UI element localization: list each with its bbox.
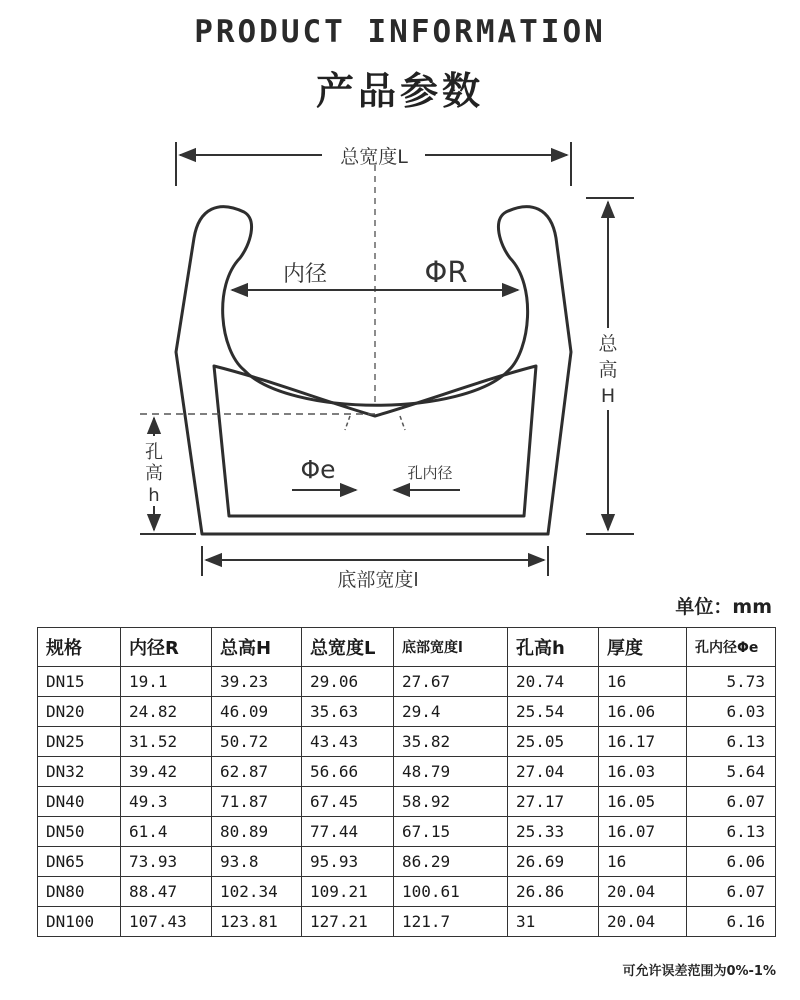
- cell-total-width: 56.66: [302, 757, 394, 787]
- cell-hole-height: 27.17: [508, 787, 599, 817]
- cell-spec: DN80: [38, 877, 121, 907]
- total-height-label-2: 高: [598, 359, 618, 381]
- cell-total-height: 62.87: [212, 757, 302, 787]
- phi-r-label: ΦR: [424, 255, 468, 289]
- title-english: PRODUCT INFORMATION: [194, 14, 606, 50]
- cell-thickness: 16.03: [599, 757, 687, 787]
- cell-hole-height: 25.54: [508, 697, 599, 727]
- inner-diameter-label: 内径: [282, 262, 328, 287]
- cell-hole-inner-diameter: 5.64: [687, 757, 776, 787]
- cell-thickness: 16.17: [599, 727, 687, 757]
- cell-total-width: 35.63: [302, 697, 394, 727]
- table-row: [38, 787, 776, 817]
- table-row: [38, 907, 776, 937]
- total-height-label-3: H: [600, 385, 616, 407]
- cell-bottom-width: 67.15: [394, 817, 508, 847]
- cell-spec: DN32: [38, 757, 121, 787]
- cell-inner-diameter: 31.52: [121, 727, 212, 757]
- cell-spec: DN50: [38, 817, 121, 847]
- table-row: [38, 877, 776, 907]
- table-row: [38, 667, 776, 697]
- cell-bottom-width: 29.4: [394, 697, 508, 727]
- cell-hole-height: 31: [508, 907, 599, 937]
- cell-hole-height: 25.05: [508, 727, 599, 757]
- cell-total-width: 29.06: [302, 667, 394, 697]
- cell-inner-diameter: 19.1: [121, 667, 212, 697]
- cell-thickness: 20.04: [599, 877, 687, 907]
- cell-total-height: 93.8: [212, 847, 302, 877]
- cell-total-height: 46.09: [212, 697, 302, 727]
- cell-hole-height: 20.74: [508, 667, 599, 697]
- cell-thickness: 16.07: [599, 817, 687, 847]
- table-header-row: [38, 628, 776, 667]
- title-chinese: 产品参数: [315, 69, 484, 113]
- table-body: [38, 667, 776, 937]
- cell-spec: DN15: [38, 667, 121, 697]
- bottom-width-label: 底部宽度l: [337, 569, 419, 591]
- header-total-width: 总宽度L: [302, 628, 394, 667]
- cell-bottom-width: 100.61: [394, 877, 508, 907]
- cell-bottom-width: 48.79: [394, 757, 508, 787]
- table-row: [38, 847, 776, 877]
- cell-spec: DN25: [38, 727, 121, 757]
- spec-table: [37, 627, 776, 937]
- cell-bottom-width: 121.7: [394, 907, 508, 937]
- table-row: [38, 817, 776, 847]
- cell-bottom-width: 86.29: [394, 847, 508, 877]
- cell-total-width: 43.43: [302, 727, 394, 757]
- cell-hole-height: 26.86: [508, 877, 599, 907]
- cell-spec: DN20: [38, 697, 121, 727]
- cell-total-width: 67.45: [302, 787, 394, 817]
- unit-label: 单位：mm: [675, 596, 772, 618]
- header-spec: 规格: [38, 628, 121, 667]
- cell-total-height: 71.87: [212, 787, 302, 817]
- phi-e-label: Φe: [300, 455, 336, 484]
- cell-hole-inner-diameter: 6.03: [687, 697, 776, 727]
- hole-inner-diameter-label: 孔内径: [407, 464, 453, 482]
- cell-spec: DN100: [38, 907, 121, 937]
- cell-total-height: 39.23: [212, 667, 302, 697]
- cell-bottom-width: 27.67: [394, 667, 508, 697]
- cell-inner-diameter: 73.93: [121, 847, 212, 877]
- product-diagram: [0, 120, 800, 600]
- tolerance-note: 可允许误差范围为0%-1%: [622, 964, 776, 979]
- hole-height-label-1: 孔: [145, 442, 163, 463]
- cell-inner-diameter: 24.82: [121, 697, 212, 727]
- cell-hole-inner-diameter: 6.13: [687, 727, 776, 757]
- cell-total-height: 50.72: [212, 727, 302, 757]
- cell-hole-inner-diameter: 6.06: [687, 847, 776, 877]
- cell-bottom-width: 58.92: [394, 787, 508, 817]
- cell-spec: DN40: [38, 787, 121, 817]
- cell-total-height: 102.34: [212, 877, 302, 907]
- header-hole-inner-diameter: 孔内径Φe: [687, 628, 776, 667]
- cell-hole-height: 25.33: [508, 817, 599, 847]
- cell-total-height: 80.89: [212, 817, 302, 847]
- cell-total-width: 95.93: [302, 847, 394, 877]
- header-thickness: 厚度: [599, 628, 687, 667]
- header-total-height: 总高H: [212, 628, 302, 667]
- cell-bottom-width: 35.82: [394, 727, 508, 757]
- cell-thickness: 20.04: [599, 907, 687, 937]
- header-inner-diameter: 内径R: [121, 628, 212, 667]
- cell-inner-diameter: 49.3: [121, 787, 212, 817]
- header-hole-height: 孔高h: [508, 628, 599, 667]
- cell-inner-diameter: 39.42: [121, 757, 212, 787]
- hole-height-label-3: h: [148, 485, 160, 506]
- total-width-label: 总宽度L: [340, 146, 408, 168]
- table-row: [38, 727, 776, 757]
- total-height-label-1: 总: [598, 333, 618, 355]
- hole-height-label-2: 高: [145, 463, 163, 484]
- cell-thickness: 16.06: [599, 697, 687, 727]
- table-row: [38, 757, 776, 787]
- cell-thickness: 16: [599, 667, 687, 697]
- cell-inner-diameter: 88.47: [121, 877, 212, 907]
- cell-total-width: 77.44: [302, 817, 394, 847]
- cell-thickness: 16: [599, 847, 687, 877]
- cell-thickness: 16.05: [599, 787, 687, 817]
- cell-hole-inner-diameter: 6.16: [687, 907, 776, 937]
- cell-hole-height: 27.04: [508, 757, 599, 787]
- cell-hole-inner-diameter: 6.07: [687, 787, 776, 817]
- cell-hole-inner-diameter: 6.07: [687, 877, 776, 907]
- cell-inner-diameter: 107.43: [121, 907, 212, 937]
- cell-hole-inner-diameter: 5.73: [687, 667, 776, 697]
- cell-total-width: 127.21: [302, 907, 394, 937]
- cell-total-height: 123.81: [212, 907, 302, 937]
- cell-spec: DN65: [38, 847, 121, 877]
- cell-hole-height: 26.69: [508, 847, 599, 877]
- header-bottom-width: 底部宽度l: [394, 628, 508, 667]
- cell-inner-diameter: 61.4: [121, 817, 212, 847]
- cell-hole-inner-diameter: 6.13: [687, 817, 776, 847]
- table-row: [38, 697, 776, 727]
- cell-total-width: 109.21: [302, 877, 394, 907]
